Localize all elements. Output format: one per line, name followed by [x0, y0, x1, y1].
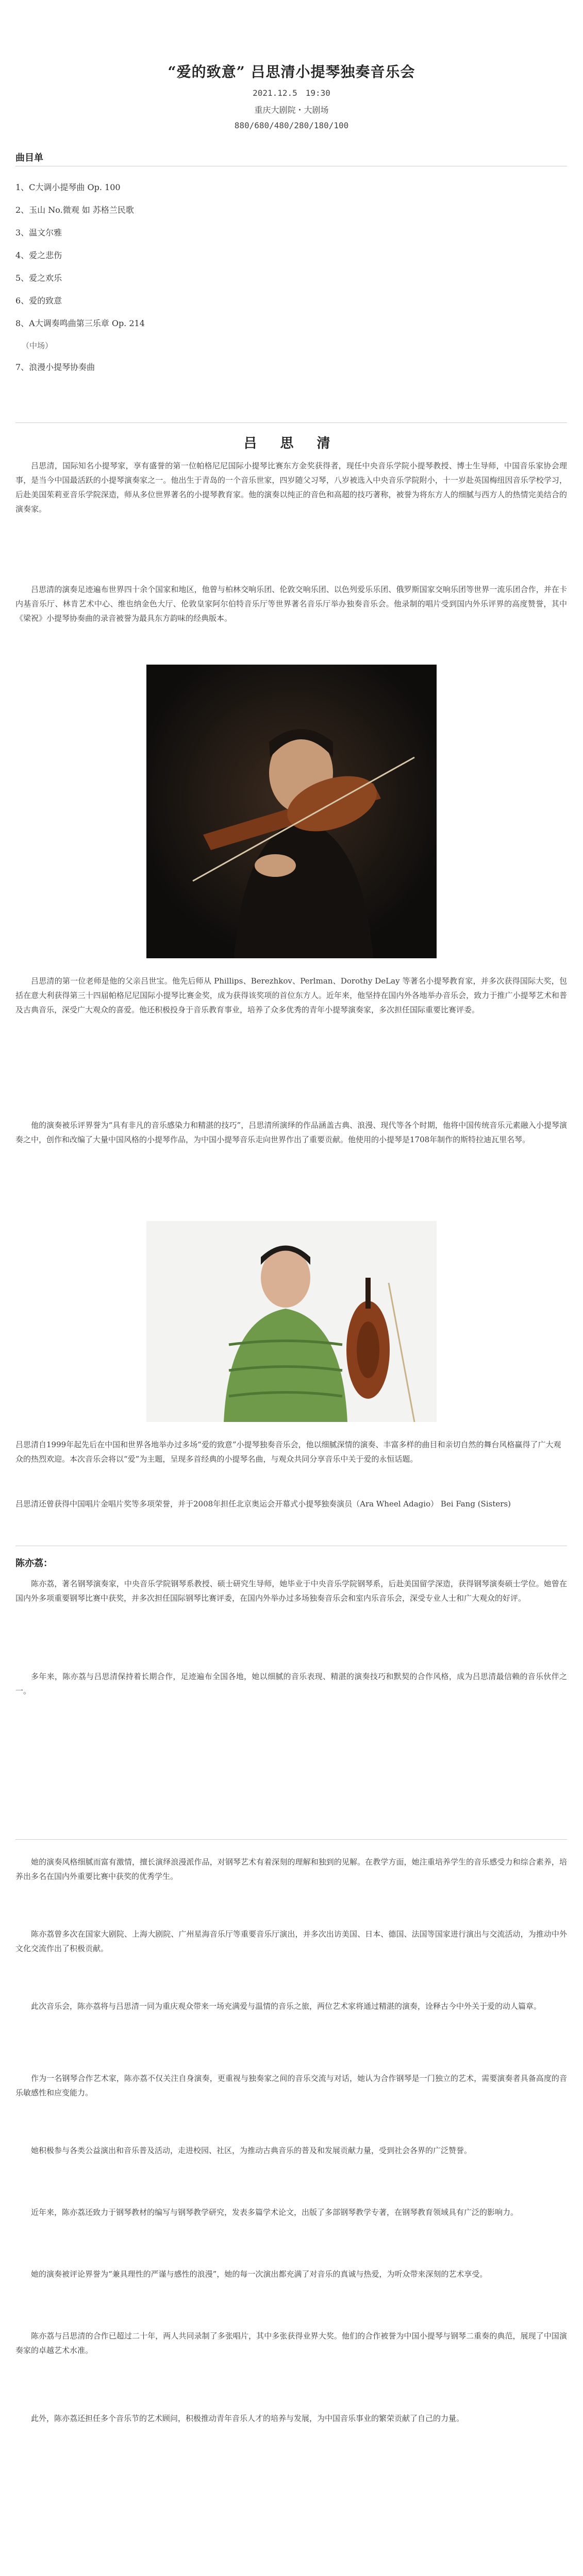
violinist-portrait-light-image — [146, 1221, 437, 1422]
bio-divider-top — [15, 422, 567, 423]
violinist-photo-dark — [146, 665, 437, 958]
program-item-6: 6、爱的致意 — [15, 296, 62, 306]
program-item-2: 2、玉山 No.微观 如 苏格兰民歌 — [15, 205, 134, 215]
intermission-label: （中场） — [22, 341, 53, 350]
violinist-photo-light — [146, 1221, 437, 1422]
program-item-5: 5、爱之欢乐 — [15, 273, 62, 283]
program-item-4: 4、爱之悲伤 — [15, 250, 62, 260]
program-item-8: 8、A大调奏鸣曲第三乐章 Op. 214 — [15, 318, 145, 328]
program-item-3: 3、温文尔雅 — [15, 228, 62, 238]
violinist-bio-paragraph-1: 吕思清，国际知名小提琴家，享有盛誉的第一位帕格尼尼国际小提琴比赛东方金奖获得者，现任中央音乐学院小提琴教授、博士生导师，中国音乐家协会理事，是当今中国最活跃的小提琴演奏家之一。他出生于青岛的一个音乐世家，四岁随父习琴，八岁被选入中央音乐学院附小，十一岁赴英国梅纽因音乐学校学习，后赴美国茱莉亚音乐学院深造，师从多位世界著名的小提琴教育家。他的演奏以纯正的音色和高超的技巧著称，被誉为将东方人的细腻与西方人的热情完美结合的演奏家。 — [15, 461, 567, 514]
pianist-bio-paragraph-10: 陈亦荔与吕思清的合作已超过二十年，两人共同录制了多张唱片，其中多张获得业界大奖。他们的合作被誉为中国小提琴与钢琴二重奏的典范，展现了中国演奏家的卓越艺术水准。 — [15, 2331, 567, 2355]
pianist-bio-paragraph-8: 近年来，陈亦荔还致力于钢琴教材的编写与钢琴教学研究，发表多篇学术论文，出版了多部钢琴教学专著，在钢琴教育领域具有广泛的影响力。 — [31, 2208, 519, 2217]
violinist-bio-paragraph-2: 吕思清的演奏足迹遍布世界四十余个国家和地区，他曾与柏林交响乐团、伦敦交响乐团、以色列爱乐乐团、俄罗斯国家交响乐团等世界一流乐团合作，并在卡内基音乐厅、林肯艺术中心、维也纳金色大厅、伦敦皇家阿尔伯特音乐厅等世界著名音乐厅举办独奏音乐会。他录制的唱片受到国内外乐评界的高度赞誉，其中《梁祝》小提琴协奏曲的录音被誉为最具东方韵味的经典版本。 — [15, 585, 567, 623]
violinist-name-heading: 吕 思 清 — [243, 436, 340, 451]
program-heading: 曲目单 — [15, 152, 43, 163]
pianist-heading: 陈亦荔： — [15, 1558, 53, 1569]
pianist-bio-paragraph-11: 此外，陈亦荔还担任多个音乐节的艺术顾问，积极推动青年音乐人才的培养与发展，为中国音乐事业的繁荣贡献了自己的力量。 — [31, 2414, 464, 2423]
concert-title: “爱的致意” 吕思清小提琴独奏音乐会 — [168, 63, 415, 80]
pianist-bio-paragraph-3: 她的演奏风格细腻而富有激情，擅长演绎浪漫派作品，对钢琴艺术有着深刻的理解和独到的见解。在教学方面，她注重培养学生的音乐感受力和综合素养，培养出多名在国内外重要比赛中获奖的优秀学生。 — [15, 1857, 567, 1881]
concert-venue: 重庆大剧院・大剧场 — [254, 105, 329, 115]
violinist-portrait-dark-image — [146, 665, 437, 958]
program-item-1: 1、C大调小提琴曲 Op. 100 — [15, 182, 121, 192]
concert-datetime: 2021.12.5 19:30 — [253, 88, 330, 98]
pianist-bio-paragraph-5: 此次音乐会，陈亦荔将与吕思清一同为重庆观众带来一场充满爱与温情的音乐之旅，两位艺术家将通过精湛的演奏，诠释古今中外关于爱的动人篇章。 — [31, 2002, 542, 2011]
pianist-bio-paragraph-6: 作为一名钢琴合作艺术家，陈亦荔不仅关注自身演奏，更重视与独奏家之间的音乐交流与对话，她认为合作钢琴是一门独立的艺术，需要演奏者具备高度的音乐敏感性和应变能力。 — [15, 2074, 567, 2097]
program-list — [15, 181, 567, 384]
pianist-mid-divider — [15, 1839, 567, 1840]
violinist-caption: 吕思清自1999年起先后在中国和世界各地举办过多场“爱的致意”小提琴独奏音乐会，他以细腻深情的演奏、丰富多样的曲目和亲切自然的舞台风格赢得了广大观众的热烈欢迎。本次音乐会将以“爱”为主题，呈现多首经典的小提琴名曲，与观众共同分享音乐中关于爱的永恒话题。 — [15, 1440, 561, 1464]
violinist-bio-paragraph-4: 他的演奏被乐评界誉为“具有非凡的音乐感染力和精湛的技巧”，吕思清所演绎的作品涵盖古典、浪漫、现代等各个时期，他将中国传统音乐元素融入小提琴演奏之中，创作和改编了大量中国风格的小提琴作品，为中国小提琴音乐走向世界作出了重要贡献。他使用的小提琴是1708年制作的斯特拉迪瓦里名琴。 — [15, 1121, 567, 1144]
ticket-prices: 880/680/480/280/180/100 — [234, 121, 349, 130]
pianist-bio-paragraph-2: 多年来，陈亦荔与吕思清保持着长期合作，足迹遍布全国各地，她以细腻的音乐表现、精湛的演奏技巧和默契的合作风格，成为吕思清最信赖的音乐伙伴之一。 — [15, 1672, 567, 1696]
pianist-bio-paragraph-7: 她积极参与各类公益演出和音乐普及活动，走进校园、社区，为推动古典音乐的普及和发展贡献力量，受到社会各界的广泛赞誉。 — [31, 2146, 472, 2155]
pianist-bio-paragraph-1: 陈亦荔，著名钢琴演奏家，中央音乐学院钢琴系教授、硕士研究生导师，她毕业于中央音乐学院钢琴系，后赴美国留学深造，获得钢琴演奏硕士学位。她曾在国内外多项重要钢琴比赛中获奖，并多次担任国际钢琴比赛评委，在国内外举办过多场独奏音乐会和室内乐音乐会，深受专业人士和广大观众的好评。 — [15, 1579, 567, 1603]
violinist-bio-paragraph-5: 吕思清还曾获得中国唱片金唱片奖等多项荣誉，并于2008年担任北京奥运会开幕式小提琴独奏演员（Ara Wheel Adagio） Bei Fang (Sisters) — [15, 1499, 511, 1509]
program-item-7: 7、浪漫小提琴协奏曲 — [15, 362, 95, 372]
violinist-bio-paragraph-3: 吕思清的第一位老师是他的父亲吕世宝。他先后师从 Phillips、Berezhkov、Perlman、Dorothy DeLay 等著名小提琴教育家，并多次获得国际大奖，包括在意大利获得第三十四届帕格尼尼国际小提琴比赛金奖，成为获得该奖项的首位东方人。近年来，他坚持在国内外各地举办音乐会，致力于推广小提琴艺术和普及古典音乐，深受广大观众的喜爱。他还积极投身于音乐教育事业，培养了众多优秀的青年小提琴演奏家，多次担任国际重要比赛评委。 — [15, 976, 567, 1014]
program-header — [0, 61, 583, 130]
pianist-bio-paragraph-9: 她的演奏被评论界誉为“兼具理性的严谨与感性的浪漫”，她的每一次演出都充满了对音乐的真诚与热爱，为听众带来深刻的艺术享受。 — [31, 2269, 488, 2279]
pianist-bio-paragraph-4: 陈亦荔曾多次在国家大剧院、上海大剧院、广州星海音乐厅等重要音乐厅演出，并多次出访美国、日本、德国、法国等国家进行演出与交流活动，为推动中外文化交流作出了积极贡献。 — [15, 1929, 567, 1953]
